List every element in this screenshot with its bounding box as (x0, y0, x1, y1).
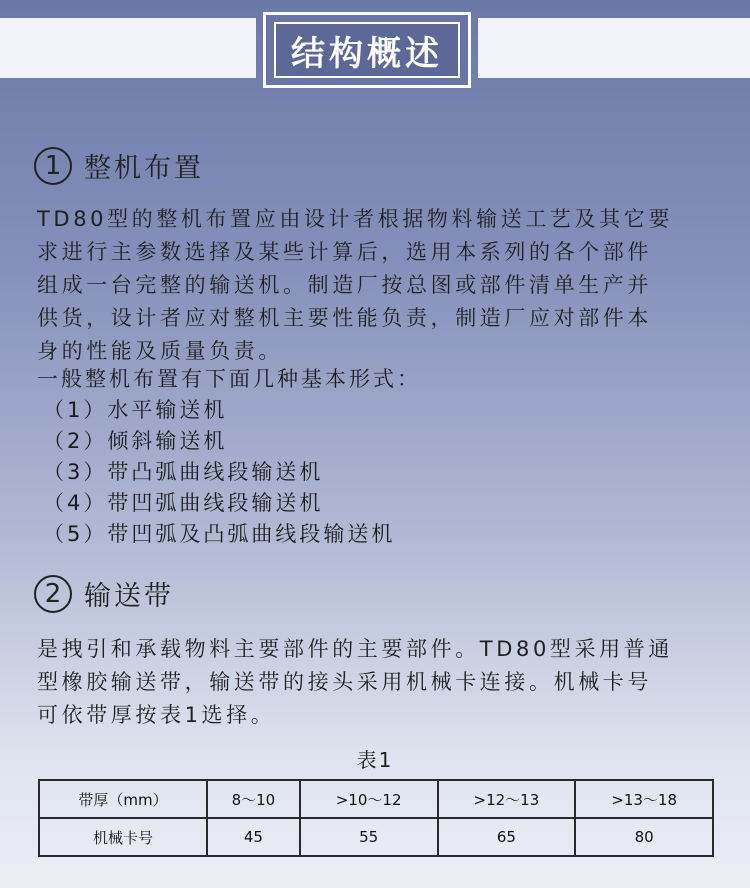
table-cell: 45 (207, 818, 300, 856)
table-cell: >12～13 (438, 780, 576, 818)
table-cell: >13～18 (575, 780, 713, 818)
list-item: （1）水平输送机 (43, 398, 228, 422)
section-1-paragraph (37, 203, 717, 368)
list-intro: 一般整机布置有下面几种基本形式： (37, 367, 421, 391)
table-row (39, 818, 713, 856)
table-cell: 65 (438, 818, 576, 856)
page-title: 结构概述 (291, 33, 443, 74)
table-cell: 机械卡号 (39, 818, 207, 856)
section-2-paragraph (37, 633, 717, 732)
paragraph-line: 身的性能及质量负责。 (37, 339, 283, 363)
list-item: （5）带凹弧及凸弧曲线段输送机 (43, 522, 396, 546)
paragraph-line: 是拽引和承载物料主要部件的主要部件。TD80型采用普通 (37, 637, 673, 661)
list-item: （2）倾斜输送机 (43, 429, 228, 453)
header-band-left (0, 18, 256, 78)
table-cell: 55 (300, 818, 438, 856)
section-1-heading (34, 146, 204, 185)
belt-clip-table (38, 779, 714, 857)
layout-forms-list (37, 364, 421, 550)
title-inner-frame (274, 22, 460, 78)
section-2-title: 输送带 (84, 581, 174, 612)
title-frame (263, 12, 471, 88)
header-band-right (478, 18, 750, 78)
list-item: （4）带凹弧曲线段输送机 (43, 491, 324, 515)
section-2-number-badge: 2 (34, 575, 72, 613)
table-cell: 80 (575, 818, 713, 856)
paragraph-line: 可依带厚按表1选择。 (37, 703, 276, 727)
section-1-number-badge: 1 (34, 147, 72, 185)
table-caption: 表1 (356, 748, 394, 772)
table-cell: >10～12 (300, 780, 438, 818)
table-row (39, 780, 713, 818)
paragraph-line: 供货，设计者应对整机主要性能负责，制造厂应对部件本 (37, 306, 652, 330)
paragraph-line: 型橡胶输送带，输送带的接头采用机械卡连接。机械卡号 (37, 670, 652, 694)
list-item: （3）带凸弧曲线段输送机 (43, 460, 324, 484)
table-cell: 8～10 (207, 780, 300, 818)
paragraph-line: TD80型的整机布置应由设计者根据物料输送工艺及其它要 (37, 207, 673, 231)
table-cell: 带厚（mm） (39, 780, 207, 818)
paragraph-line: 组成一台完整的输送机。制造厂按总图或部件清单生产并 (37, 273, 652, 297)
paragraph-line: 求进行主参数选择及某些计算后，选用本系列的各个部件 (37, 240, 652, 264)
section-1-title: 整机布置 (84, 153, 204, 184)
section-2-heading (34, 574, 174, 613)
